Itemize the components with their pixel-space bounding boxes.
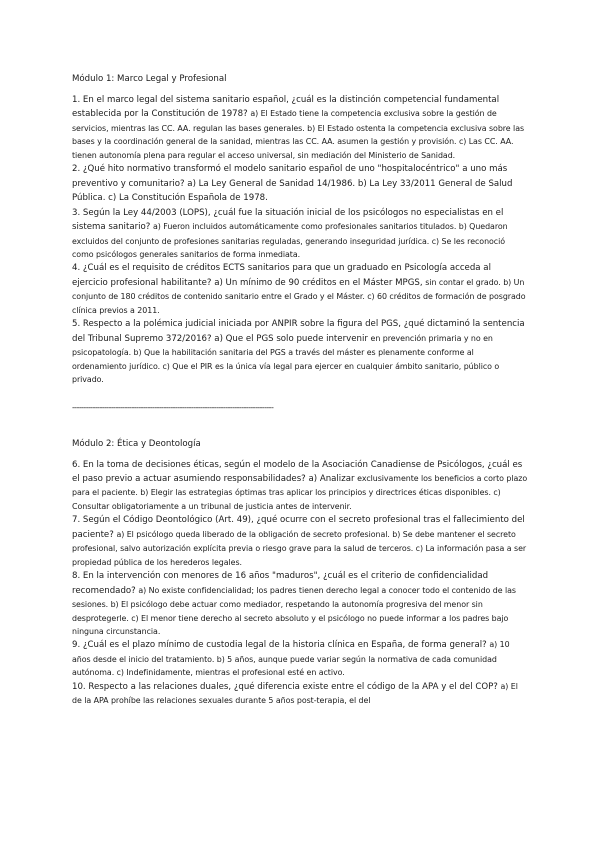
question-4-options: sin contar el grado. b) Un conjunto de 180 créditos de contenido sanitario entre el Grado y el Máster. c) 60 créditos de formación de posgrado clínica previos a 2011. [72, 277, 526, 315]
question-8-stem: 8. En la intervención con menores de 16 años "maduros", ¿cuál es el criterio de confidencialidad recomendado? [72, 571, 489, 596]
question-2-stem: 2. ¿Qué hito normativo transformó el modelo sanitario español de uno "hospitalocéntrico" a uno más preventivo y comunitario? a) La Ley General de Sanidad 14/1986. b) La Ley 33/2011 General de Salud Pública. c) La Constitución Española de 1978. [72, 164, 513, 204]
document-page [72, 66, 528, 708]
question-7-options: a) El psicólogo queda liberado de la obligación de secreto profesional. b) Se debe mantener el secreto profesional, salvo autorización explícita previa o riesgo grave para la salud de terceros. c) La información pasa a ser propiedad pública de los herederos legales. [72, 529, 527, 567]
question-9-stem: 9. ¿Cuál es el plazo mínimo de custodia legal de la historia clínica en España, de forma general? [72, 640, 487, 651]
spacer [72, 421, 528, 431]
question-7 [72, 513, 528, 569]
question-4-stem: 4. ¿Cuál es el requisito de créditos ECTS sanitarios para que un graduado en Psicología acceda al ejercicio profesional habilitante? a) Un mínimo de 90 créditos en el Máster MPGS, [72, 263, 491, 288]
section-divider: ---------------------------------------------------------------------------------------- [72, 402, 274, 412]
question-2 [72, 162, 528, 205]
question-1 [72, 93, 528, 162]
question-4 [72, 261, 528, 317]
question-9 [72, 638, 528, 679]
question-6 [72, 458, 528, 514]
question-3 [72, 206, 528, 262]
question-5 [72, 317, 528, 386]
question-9-options: a) 10 años desde el inicio del tratamiento. b) 5 años, aunque puede variar según la normativa de cada comunidad autónoma. c) Indefinidamente, mientras el profesional esté en activo. [72, 640, 510, 678]
question-10 [72, 680, 528, 708]
module-1-heading: Módulo 1: Marco Legal y Profesional [72, 74, 227, 84]
question-3-options: a) Fueron incluidos automáticamente como profesionales sanitarios titulados. b) Quedaron excluidos del conjunto de profesiones sanitarias reguladas, generando inseguridad jurídica. c) Se les reconoció como psicólogos generales sanitarios de forma inmediata. [72, 222, 508, 259]
question-7-stem: 7. Según el Código Deontológico (Art. 49), ¿qué ocurre con el secreto profesional tras el fallecimiento del paciente? [72, 515, 525, 540]
question-1-stem: 1. En el marco legal del sistema sanitario español, ¿cuál es la distinción competencial fundamental establecida por la Constitución de 1978? [72, 95, 500, 120]
question-5-stem: 5. Respecto a la polémica judicial iniciada por ANPIR sobre la figura del PGS, ¿qué dictaminó la sentencia del Tribunal Supremo 372/2016? a) Que el PGS solo puede intervenir [72, 319, 525, 344]
question-10-options: a) El de la APA prohíbe las relaciones sexuales durante 5 años post-terapia, el del [72, 681, 518, 706]
question-6-stem: 6. En la toma de decisiones éticas, según el modelo de la Asociación Canadiense de Psicólogos, ¿cuál es el paso previo a actuar asumiendo responsabilidades? a) Analizar [72, 459, 523, 484]
module-2-heading: Módulo 2: Ética y Deontología [72, 438, 201, 449]
question-3-stem: 3. Según la Ley 44/2003 (LOPS), ¿cuál fue la situación inicial de los psicólogos no especialistas en el sistema sanitario? [72, 207, 504, 233]
question-10-stem: 10. Respecto a las relaciones duales, ¿qué diferencia existe entre el código de la APA y el del COP? [72, 681, 498, 692]
question-5-options: en prevención primaria y no en psicopatología. b) Que la habilitación sanitaria del PGS a través del máster es plenamente conforme al ordenamiento jurídico. c) Que el PIR es la única vía legal para ejercer en cualquier ámbito sanitario, público o privado. [72, 333, 500, 385]
question-6-options: exclusivamente los beneficios a corto plazo para el paciente. b) Elegir las estrategias óptimas tras aplicar los principios y directrices éticas disponibles. c) Consultar obligatoriamente a un tribunal de justicia antes de intervenir. [72, 473, 528, 511]
question-8-options: a) No existe confidencialidad; los padres tienen derecho legal a conocer todo el contenido de las sesiones. b) El psicólogo debe actuar como mediador, respetando la autonomía progresiva del menor sin desprotegerle. c) El menor tiene derecho al secreto absoluto y el psicólogo no puede informar a los padres bajo ninguna circunstancia. [72, 585, 516, 636]
question-8 [72, 569, 528, 638]
question-1-options: a) El Estado tiene la competencia exclusiva sobre la gestión de servicios, mientras las CC. AA. regulan las bases generales. b) El Estado ostenta la competencia exclusiva sobre las bases y la coordinación general de la sanidad, mientras las CC. AA. asumen la gestión y provisión. c) Las CC. AA. tienen autonomía plena para regular el acceso universal, sin mediación del Ministerio de Sanidad. [72, 109, 525, 160]
spacer [72, 387, 528, 395]
